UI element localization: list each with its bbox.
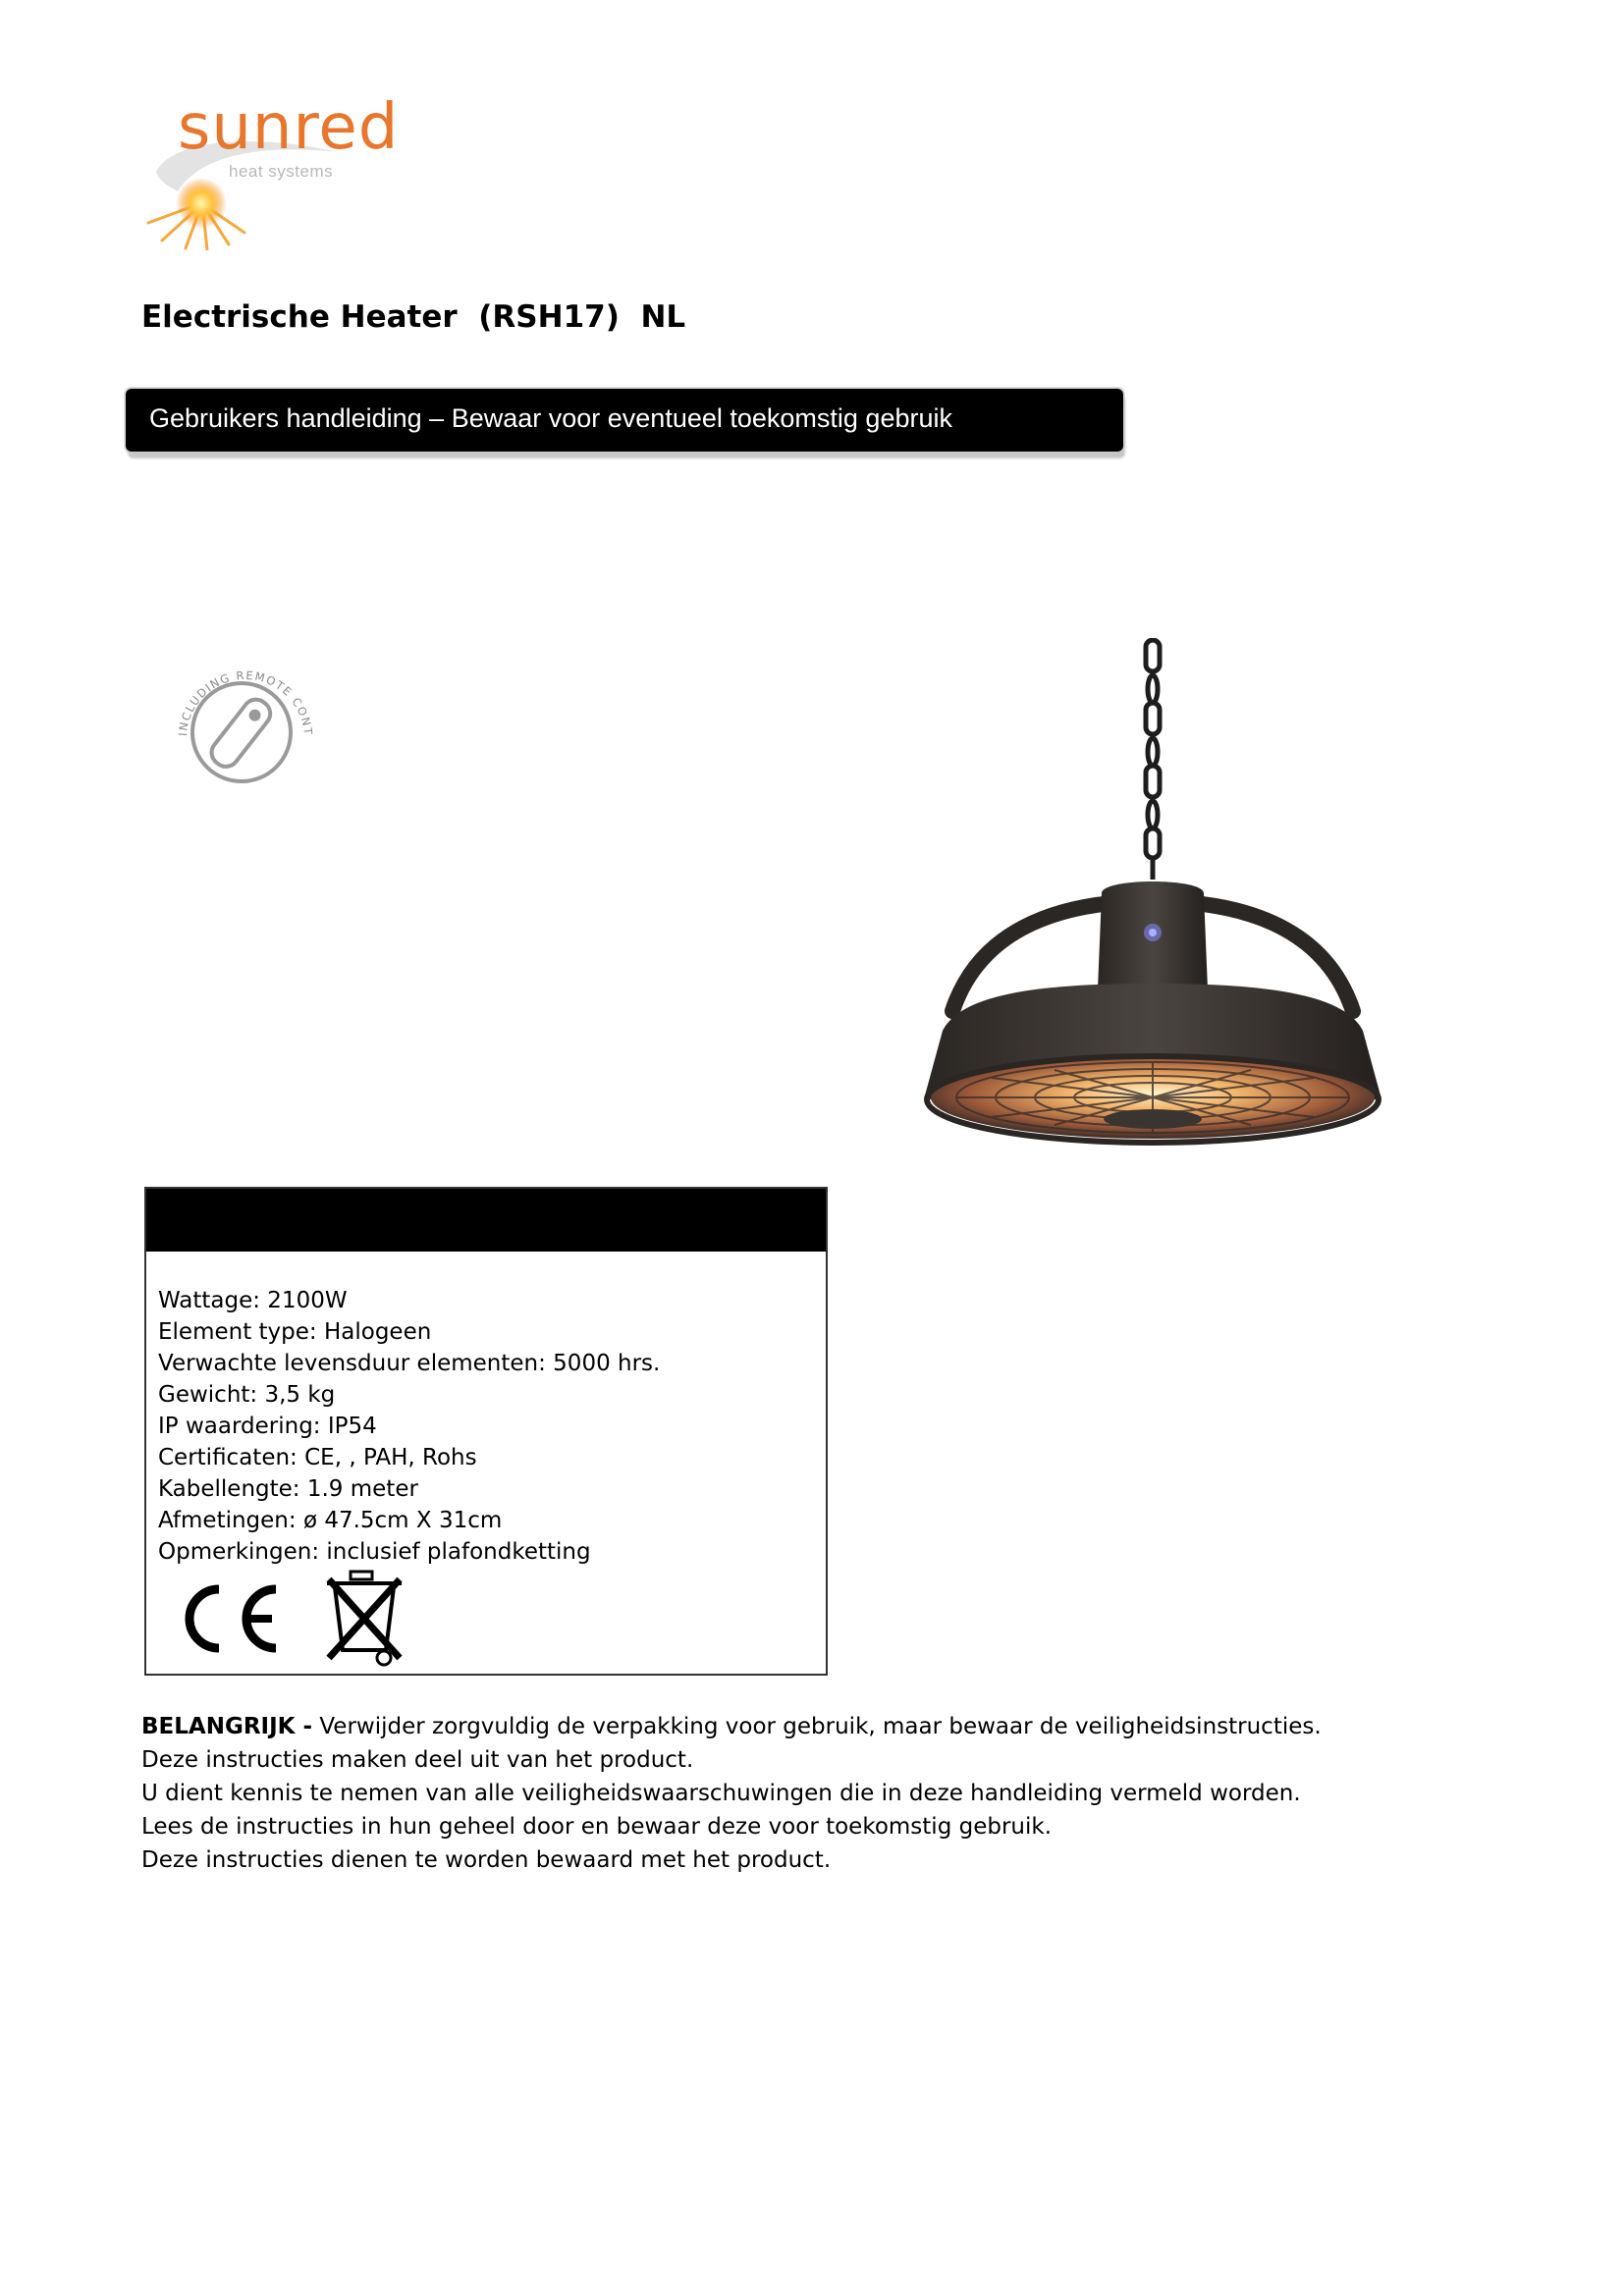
document-title: Electrische Heater (RSH17) NL [141, 299, 686, 335]
svg-text:INCLUDING REMOTE CONTROL [169, 648, 315, 736]
spec-cable-length: Kabellengte: 1.9 meter [158, 1476, 418, 1502]
specifications-header [146, 1189, 826, 1252]
spec-wattage: Wattage: 2100W [158, 1288, 348, 1313]
manual-banner-text: Gebruikers handleiding – Bewaar voor eventueel toekomstig gebruik [149, 403, 952, 433]
notice-line-5: Deze instructies dienen te worden bewaard met het product. [141, 1847, 832, 1873]
weee-crossed-bin-icon [317, 1570, 411, 1668]
notice-line-4: Lees de instructies in hun geheel door en bewaar deze voor toekomstig gebruik. [141, 1814, 1053, 1840]
spec-remarks: Opmerkingen: inclusief plafondketting [158, 1539, 591, 1565]
notice-line-1: BELANGRIJK - Verwijder zorgvuldig de verpakking voor gebruik, maar bewaar de veiligheidsinstructies. [141, 1714, 1322, 1739]
manual-banner [126, 389, 1123, 452]
spec-element-type: Element type: Halogeen [158, 1319, 432, 1345]
spec-certificates: Certificaten: CE, , PAH, Rohs [158, 1445, 477, 1470]
heater-product-image [874, 638, 1424, 1188]
remote-badge-text: INCLUDING REMOTE CONT [176, 667, 316, 737]
spec-ip-rating: IP waardering: IP54 [158, 1414, 377, 1439]
notice-lead: BELANGRIJK - [141, 1714, 313, 1739]
spec-dimensions: Afmetingen: ø 47.5cm X 31cm [158, 1508, 503, 1533]
spec-weight: Gewicht: 3,5 kg [158, 1382, 336, 1408]
notice-line-3: U dient kennis te nemen van alle veiligheidswaarschuwingen die in deze handleiding vermeld worden. [141, 1781, 1301, 1806]
remote-control-icon [169, 648, 316, 795]
important-notice [141, 1710, 1418, 1877]
spec-lifespan: Verwachte levensduur elementen: 5000 hrs. [158, 1351, 661, 1376]
specifications-list [158, 1285, 660, 1568]
logo-tagline: heat systems [229, 162, 334, 181]
sunred-logo [142, 93, 427, 250]
notice-line-2: Deze instructies maken deel uit van het product. [141, 1747, 694, 1773]
remote-control-badge [169, 648, 316, 795]
ce-mark-icon [174, 1581, 282, 1656]
logo-wordmark: sunred [178, 91, 400, 164]
specifications-box [144, 1187, 828, 1676]
